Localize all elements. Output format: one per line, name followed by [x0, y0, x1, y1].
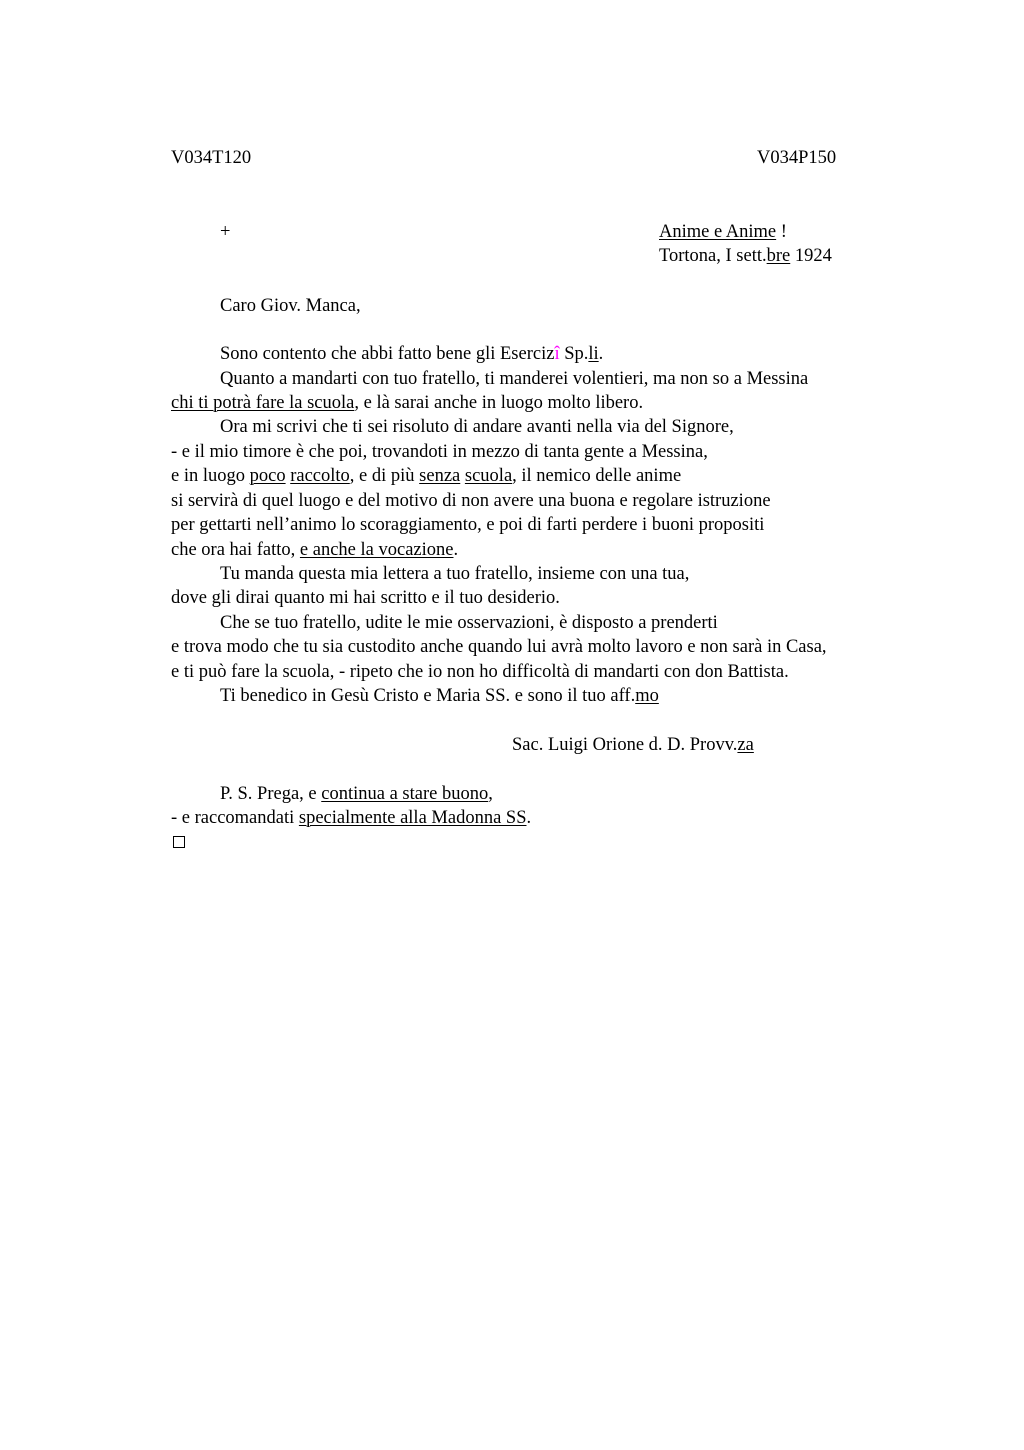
text-segment: , e là sarai anche in luogo molto libero. [354, 393, 644, 413]
underlined-text: scuola [464, 466, 513, 486]
place-date-abbrev: bre [766, 246, 791, 266]
cross-mark: + [220, 222, 231, 242]
underlined-text: specialmente alla Madonna SS [298, 808, 527, 828]
document-code-left: V034T120 [171, 148, 252, 168]
motto-text: Anime e Anime [659, 222, 777, 242]
body-line-4: Ora mi scrivi che ti sei risoluto di andare avanti nella via del Signore, [220, 417, 734, 437]
end-marker-box-icon [173, 836, 185, 848]
motto-punct: ! [776, 222, 787, 242]
body-line-15 [220, 684, 659, 708]
body-line-12: Che se tuo fratello, udite le mie osservazioni, è disposto a prenderti [220, 613, 718, 633]
text-segment: . [453, 540, 459, 560]
underlined-text: poco [249, 466, 286, 486]
text-segment: , e di più [349, 466, 420, 486]
salutation: Caro Giov. Manca, [220, 296, 361, 316]
text-segment: che ora hai fatto, [171, 540, 300, 560]
underlined-text: raccolto [290, 466, 350, 486]
signature [512, 733, 754, 757]
text-segment: Sp. [559, 344, 589, 364]
body-line-13: e trova modo che tu sia custodito anche quando lui avrà molto lavoro e non sarà in Casa, [171, 637, 827, 657]
body-line-5: - e il mio timore è che poi, trovandoti in mezzo di tanta gente a Messina, [171, 442, 708, 462]
body-line-7: si servirà di quel luogo e del motivo di non avere una buona e regolare istruzione [171, 491, 771, 511]
body-line-8: per gettarti nell’animo lo scoraggiamento, e poi di farti perdere i buoni propositi [171, 515, 765, 535]
body-line-1 [220, 342, 603, 366]
highlight-mark: î [554, 344, 560, 364]
body-line-14: e ti può fare la scuola, - ripeto che io non ho difficoltà di mandarti con don Battista. [171, 662, 789, 682]
text-segment: Ti benedico in Gesù Cristo e Maria SS. e sono il tuo aff. [220, 686, 636, 706]
body-line-11: dove gli dirai quanto mi hai scritto e il tuo desiderio. [171, 588, 560, 608]
body-line-10: Tu manda questa mia lettera a tuo fratello, insieme con una tua, [220, 564, 690, 584]
text-segment: e in luogo [171, 466, 250, 486]
place-date-year: 1924 [790, 246, 832, 266]
body-line-6 [171, 464, 681, 488]
body-line-9 [171, 538, 458, 562]
text-segment: - e raccomandati [171, 808, 299, 828]
underlined-text: e anche la vocazione [299, 540, 454, 560]
underlined-text: mo [635, 686, 659, 706]
text-segment: . [598, 344, 604, 364]
document-code-right: V034P150 [757, 148, 837, 168]
underlined-text: li [588, 344, 599, 364]
motto [659, 220, 787, 244]
postscript-line-1 [220, 782, 493, 806]
text-segment: , il nemico delle anime [512, 466, 682, 486]
underlined-text: senza [419, 466, 461, 486]
text-segment: . [526, 808, 532, 828]
place-date [659, 244, 832, 268]
body-line-3 [171, 391, 643, 415]
underlined-text: continua a stare buono [321, 784, 489, 804]
underlined-text: za [737, 735, 754, 755]
body-line-2: Quanto a mandarti con tuo fratello, ti manderei volentieri, ma non so a Messina [220, 369, 809, 389]
place-date-pre: Tortona, I sett. [659, 246, 767, 266]
signature-text: Sac. Luigi Orione d. D. Provv. [512, 735, 738, 755]
postscript-line-2 [171, 806, 531, 830]
underlined-text: chi ti potrà fare la scuola [171, 393, 355, 413]
text-segment: , [488, 784, 493, 804]
text-segment: P. S. Prega, e [220, 784, 322, 804]
text-segment: Sono contento che abbi fatto bene gli Eserciz [220, 344, 555, 364]
